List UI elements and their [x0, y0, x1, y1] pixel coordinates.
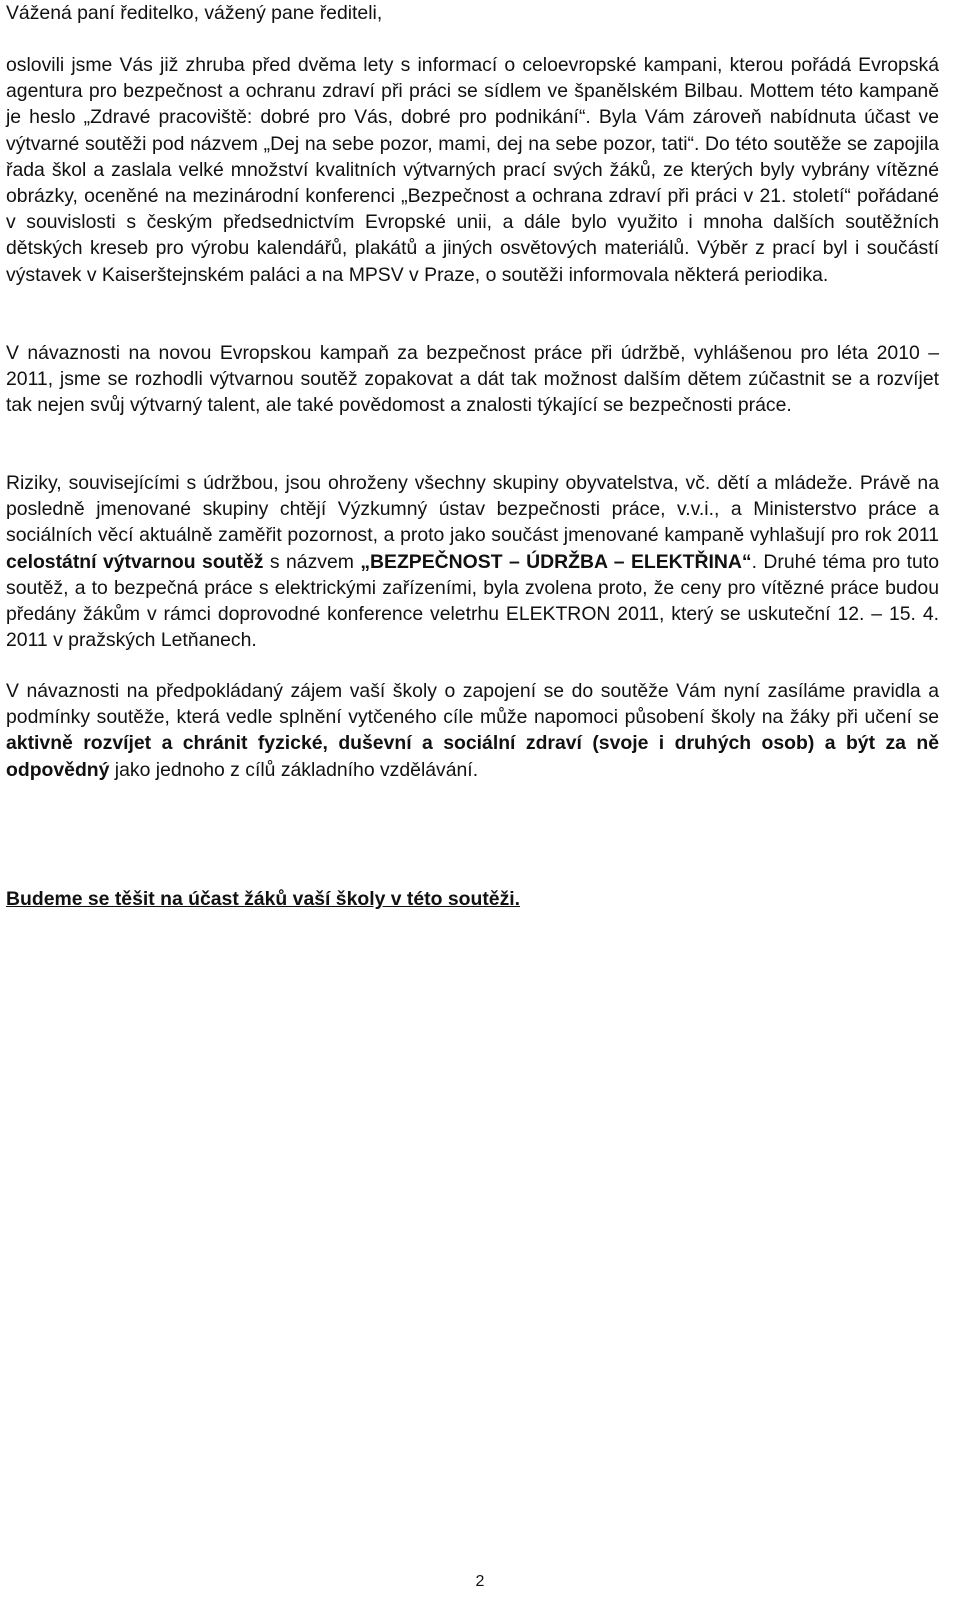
closing-line: Budeme se těšit na účast žáků vaší školy v této soutěži.: [6, 888, 521, 910]
salutation: Vážená paní ředitelko, vážený pane řediteli,: [6, 2, 383, 24]
paragraph-text: Riziky, souvisejícími s údržbou, jsou ohroženy všechny skupiny obyvatelstva, vč. dětí a mládeže. Právě na posledně jmenované skupiny chtějí Výzkumný ústav bezpečnosti práce, v.v.i., a Ministerstvo práce a sociálních věcí aktuálně zaměřit pozornost, a proto jako součást jmenované kampaně vyhlašují pro rok 2011: [6, 472, 939, 547]
paragraph-text: s názvem: [263, 550, 361, 573]
paragraph-previous-campaign: [6, 52, 939, 288]
paragraph-competition-announcement: [6, 470, 939, 653]
page-number: 2: [475, 1573, 485, 1590]
paragraph-new-campaign: V návaznosti na novou Evropskou kampaň za bezpečnost práce při údržbě, vyhlášenou pro léta 2010 – 2011, jsme se rozhodli výtvarnou soutěž zopakovat a dát tak možnost dalším dětem zúčastnit se a rozvíjet tak nejen svůj výtvarný talent, ale také povědomost a znalosti týkající se bezpečnosti práce.: [6, 342, 939, 417]
education-goal-bold: aktivně rozvíjet a chránit fyzické, duševní a sociální zdraví (svoje i druhých osob) a být za ně odpovědný: [6, 732, 939, 781]
competition-type-bold: celostátní výtvarnou soutěž: [6, 550, 264, 573]
paragraph-rules-invitation: [6, 678, 939, 783]
competition-title-bold: „BEZPEČNOST – ÚDRŽBA – ELEKTŘINA“: [360, 550, 752, 573]
paragraph-text: jako jednoho z cílů základního vzdělávání.: [109, 758, 479, 781]
paragraph-text: . Druhé téma pro tuto soutěž, a to bezpečná práce s elektrickými zařízeními, byla zvolena proto, že ceny pro vítězné práce budou předány žákům v rámci doprovodné konference veletrhu ELEKTRON 2011, který se uskuteční 12. – 15. 4. 2011 v pražských Letňanech.: [6, 550, 939, 652]
paragraph-text: V návaznosti na předpokládaný zájem vaší školy o zapojení se do soutěže Vám nyní zasíláme pravidla a podmínky soutěže, která vedle splnění vytčeného cíle může napomoci působení školy na žáky při učení se: [6, 680, 939, 729]
paragraph-text: oslovili jsme Vás již zhruba před dvěma lety s informací o celoevropské kampani, kterou pořádá Evropská agentura pro bezpečnost a ochranu zdraví při práci se sídlem ve španělském Bilbau. Mottem této kampaně je heslo „Zdravé pracoviště: dobré pro Vás, dobré pro podnikání“. Byla Vám zároveň nabídnuta účast ve výtvarné soutěži pod názvem „Dej na sebe pozor, mami, dej na sebe pozor, tati“. Do této soutěže se zapojila řada škol a zaslala velké množství kvalitních výtvarných prací svých žáků, ze kterých byly vybrány vítězné obrázky, oceněné na mezinárodní konferenci „Bezpečnost a ochrana zdraví při práci v 21. století“ pořádané v souvislosti s českým předsednictvím Evropské unii, a dále bylo využito i mnoha dalších soutěžních dětských kreseb pro výrobu kalendářů, plakátů a jiných osvětových materiálů. Výběr z prací byl i součástí výstavek v Kaiserštejnském paláci a na MPSV v Praze, o soutěži informovala některá periodika.: [6, 54, 939, 286]
